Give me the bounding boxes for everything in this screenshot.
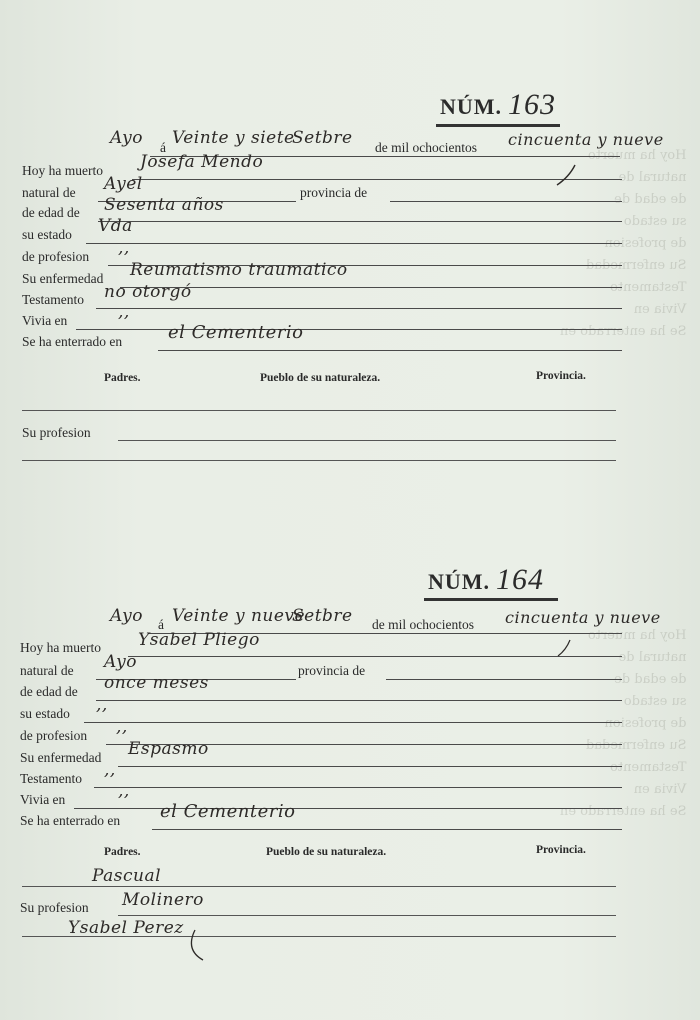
enterrado-line <box>158 350 622 351</box>
enterrado-label: Se ha enterrado en <box>22 334 123 349</box>
deceased-name: Josefa Mendo <box>140 152 264 172</box>
natural-label: natural de <box>20 663 74 678</box>
edad-value: Sesenta años <box>104 195 224 215</box>
su-profesion-value: Molinero <box>122 890 204 910</box>
edad-label: de edad de <box>20 684 78 699</box>
testamento-label: Testamento <box>20 771 83 786</box>
padres-line <box>22 410 616 411</box>
provincia-column-header: Provincia. <box>536 370 586 382</box>
num-label: NÚM. <box>440 94 503 119</box>
entry-number <box>428 563 544 597</box>
date-place: Ayo <box>110 128 143 148</box>
enfermedad-line <box>118 766 622 767</box>
provincia-label: provincia de <box>300 185 368 200</box>
estado-value: Vda <box>98 216 133 236</box>
madre-value: Ysabel Perez <box>68 918 184 938</box>
bleed-through-text: Hoy ha muerto natural de de edad de su estado de profesion Su enfermedad Testamento Vivia en Se ha enterrado en <box>560 148 687 339</box>
edad-line <box>98 221 622 222</box>
enterrado-value: el Cementerio <box>160 801 296 822</box>
enterrado-value: el Cementerio <box>168 322 304 343</box>
madre-line <box>22 936 616 937</box>
padre-value: Pascual <box>92 866 162 886</box>
edad-line <box>96 700 622 701</box>
bleed-through-text: Hoy ha muerto natural de de edad de su estado de profesion Su enfermedad Testamento Vivia en Se ha enterrado en <box>560 628 687 819</box>
enfermedad-value: Espasmo <box>128 739 209 759</box>
number-underline <box>424 598 558 601</box>
provincia-line <box>386 679 622 680</box>
estado-label: su estado <box>20 706 70 721</box>
a-label: á <box>158 617 164 632</box>
enterrado-line <box>152 829 622 830</box>
name-line <box>132 179 622 180</box>
vivia-label: Vivia en <box>22 313 68 328</box>
date-month: Setbre <box>292 606 353 626</box>
su-profesion-label: Su profesion <box>20 900 89 915</box>
provincia-line <box>390 201 622 202</box>
provincia-label: provincia de <box>298 663 366 678</box>
hoy-label: Hoy ha muerto <box>20 640 101 655</box>
deceased-name: Ysabel Pliego <box>138 630 260 650</box>
hoy-label: Hoy ha muerto <box>22 163 103 178</box>
vivia-line <box>74 808 622 809</box>
madre-line <box>22 460 616 461</box>
padres-column-header: Padres. <box>104 372 141 384</box>
edad-label: de edad de <box>22 205 80 220</box>
natural-label: natural de <box>22 185 76 200</box>
profesion-value: ,, <box>118 238 130 258</box>
profesion-label: de profesion <box>22 249 90 264</box>
vivia-value: ,, <box>118 302 130 322</box>
num-value: 163 <box>508 88 557 121</box>
edad-value: once meses <box>104 673 209 693</box>
provincia-column-header: Provincia. <box>536 844 586 856</box>
pueblo-column-header: Pueblo de su naturaleza. <box>260 372 381 384</box>
vivia-line <box>76 329 622 330</box>
a-label: á <box>160 140 166 155</box>
year-prefix: de mil ochocientos <box>372 617 474 632</box>
year-suffix: cincuenta y nueve <box>508 130 664 149</box>
enfermedad-value: Reumatismo traumatico <box>130 260 348 280</box>
date-place: Ayo <box>110 606 143 626</box>
date-day: Veinte y siete <box>172 128 295 148</box>
testamento-value: no otorgó <box>104 282 192 302</box>
date-month: Setbre <box>292 128 353 148</box>
su-profesion-label: Su profesion <box>22 425 91 440</box>
estado-label: su estado <box>22 227 72 242</box>
su-profesion-line <box>118 915 616 916</box>
name-line <box>128 656 622 657</box>
testamento-label: Testamento <box>22 292 85 307</box>
natural-value: Ayo <box>104 652 137 672</box>
testamento-value: ,, <box>104 760 116 780</box>
padres-column-header: Padres. <box>104 846 141 858</box>
natural-value: Ayel <box>104 174 143 194</box>
testamento-line <box>96 308 622 309</box>
num-value: 164 <box>496 563 545 596</box>
profesion-value: ,, <box>116 717 128 737</box>
entry-number <box>440 88 556 122</box>
vivia-value: ,, <box>118 781 130 801</box>
year-prefix: de mil ochocientos <box>375 140 477 155</box>
pueblo-column-header: Pueblo de su naturaleza. <box>266 846 387 858</box>
estado-line <box>86 243 622 244</box>
enfermedad-label: Su enfermedad <box>20 750 102 765</box>
su-profesion-line <box>118 440 616 441</box>
num-label: NÚM. <box>428 569 491 594</box>
estado-line <box>84 722 622 723</box>
year-suffix: cincuenta y nueve <box>505 608 661 627</box>
profesion-label: de profesion <box>20 728 88 743</box>
enterrado-label: Se ha enterrado en <box>20 813 121 828</box>
estado-value: ,, <box>96 695 108 715</box>
testamento-line <box>94 787 622 788</box>
padres-line <box>22 886 616 887</box>
enfermedad-label: Su enfermedad <box>22 271 104 286</box>
number-underline <box>436 124 560 127</box>
date-day: Veinte y nueve <box>172 606 306 626</box>
vivia-label: Vivia en <box>20 792 66 807</box>
enfermedad-line <box>120 287 622 288</box>
